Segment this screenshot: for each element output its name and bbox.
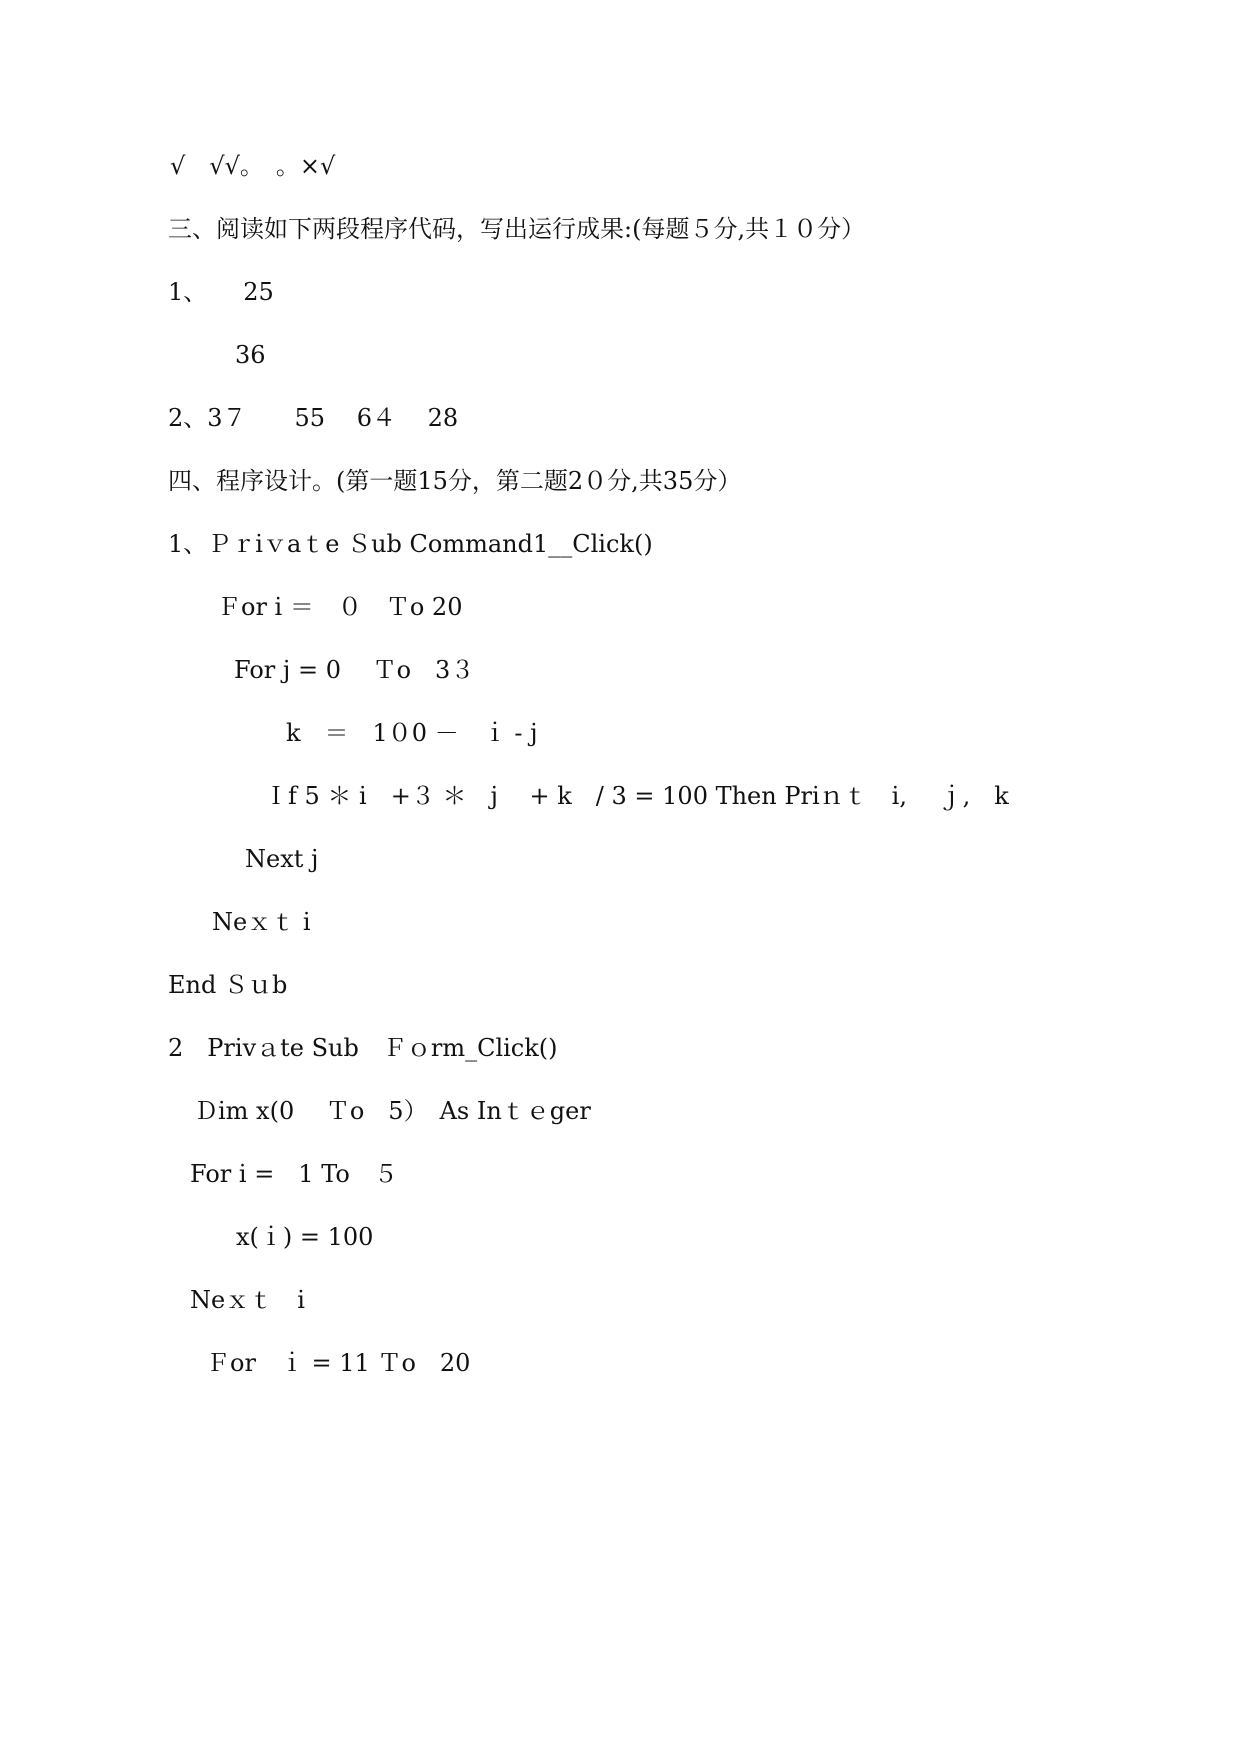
- section-three-heading: 三、阅读如下两段程序代码，写出运行成果:(每题５分,共１０分）: [168, 215, 866, 243]
- code-two-dim: Ｄim x(0 Ｔo 5） As Inｔｅger: [194, 1097, 591, 1125]
- code-one-sub-header: 1、Ｐｒiｖaｔe Ｓub Command1__Click(): [168, 530, 653, 558]
- result-one-second-line: 36: [235, 341, 266, 369]
- code-one-next-i: Neｘｔ i: [212, 908, 311, 936]
- code-one-end-sub: End Ｓｕb: [168, 971, 288, 999]
- code-two-assignment: x(ｉ) = 100: [236, 1223, 374, 1251]
- answer-checkmarks: √ √√。 。×√: [170, 152, 336, 180]
- code-one-next-j: Next j: [245, 845, 319, 873]
- section-four-heading: 四、程序设计。(第一题15分，第二题2０分,共35分）: [168, 467, 742, 495]
- code-two-for-i: For i = 1 To ５: [190, 1160, 398, 1188]
- result-two: 2、3７ 55 6４ 28: [168, 404, 459, 432]
- code-two-for-i-second: Ｆor ｉ = 11 Ｔo 20: [206, 1349, 471, 1377]
- code-two-next-i: Neｘｔ i: [190, 1286, 305, 1314]
- code-one-for-j: For j = 0 Ｔo 3３: [234, 656, 475, 684]
- code-two-sub-header: 2 Privａte Sub Ｆｏrm_Click(): [168, 1034, 558, 1062]
- result-one-first-line: 1、 25: [168, 278, 274, 306]
- code-one-if-statement: Ｉf 5 ＊ i +３ ＊ j + k / 3 = 100 Then Priｎｔ i, ｊ, k: [264, 782, 1009, 810]
- code-one-k-assignment: k ＝ 1０0 － ｉ - j: [286, 719, 538, 747]
- code-one-for-i: Ｆor i ＝ ０ Ｔo 20: [217, 593, 463, 621]
